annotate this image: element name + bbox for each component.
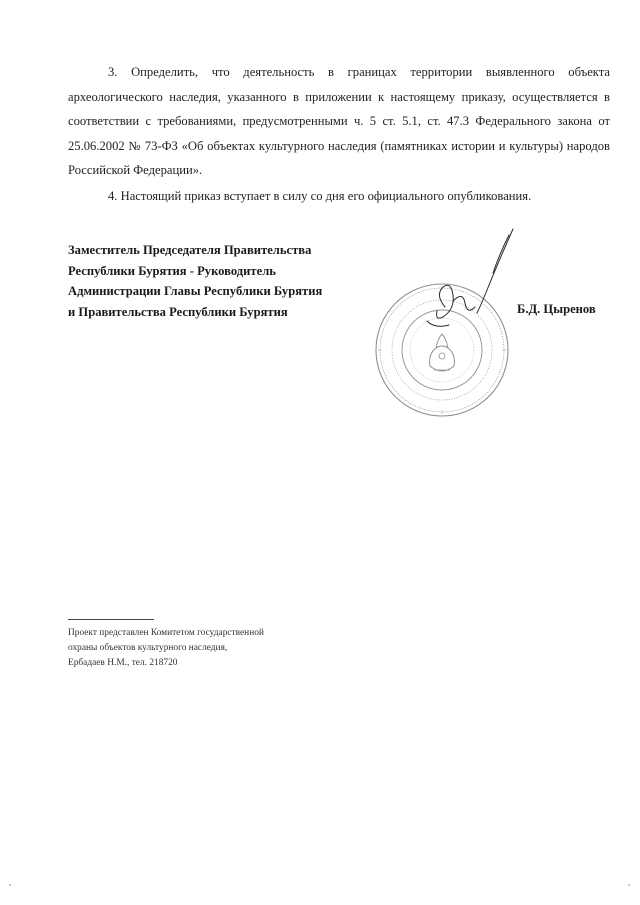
signatory-position-line: Республики Бурятия - Руководитель bbox=[68, 263, 276, 278]
signatory-name: Б.Д. Цыренов bbox=[517, 302, 596, 316]
footnote-line: Проект представлен Комитетом государственной bbox=[68, 628, 264, 638]
scan-artifact bbox=[9, 884, 11, 886]
handwritten-signature-icon bbox=[405, 225, 520, 340]
footnote-divider bbox=[68, 619, 154, 620]
footnote-line: Ербадаев Н.М., тел. 218720 bbox=[68, 658, 178, 668]
footnote-line: охраны объектов культурного наследия, bbox=[68, 643, 228, 653]
signatory-position-line: Заместитель Председателя Правительства bbox=[68, 243, 312, 257]
paragraph-4: 4. Настоящий приказ вступает в силу со дня его официального опубликования. bbox=[108, 189, 532, 203]
signatory-position-line: и Правительства Республики Бурятия bbox=[68, 304, 288, 319]
paragraph-3: 3. Определить, что деятельность в границах территории выявленного объекта археологического наследия, указанного в приложении к настоящему приказу, осуществляется в соответствии с требованиями, предусмотренными ч. 5 ст. 5.1, ст. 47.3 Федерального закона от 25.06.2002 № 73-ФЗ «Об объектах культурного наследия (памятниках истории и культуры) народов Российской Федерации». bbox=[68, 65, 610, 178]
footnote bbox=[68, 626, 368, 671]
scan-artifact bbox=[628, 884, 630, 886]
signatory-position-line: Администрации Главы Республики Бурятия bbox=[68, 284, 323, 298]
signatory-position bbox=[68, 240, 388, 322]
